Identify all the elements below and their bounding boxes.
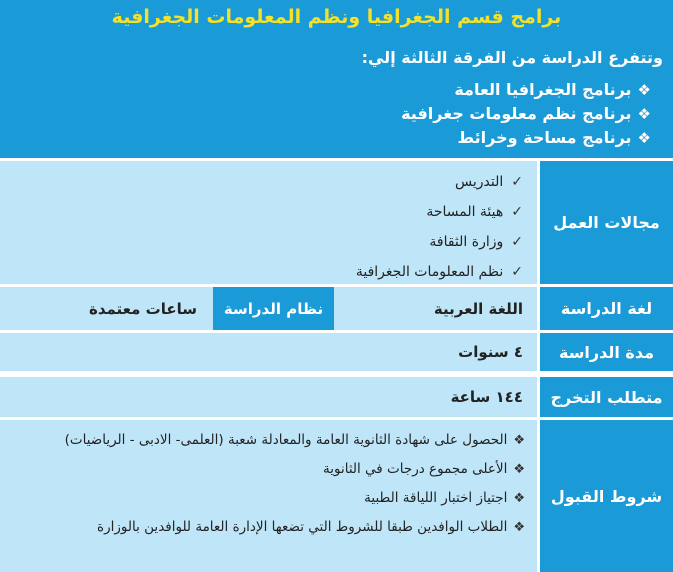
list-item: ✓وزارة الثقافة [429,234,523,250]
program-item: ❖برنامج مساحة وخرائط [457,128,651,147]
duration-row [0,333,673,371]
list-item: ❖اجتياز اختبار اللياقة الطبية [364,490,525,506]
list-item: ❖الأعلى مجموع درجات في الثانوية [322,461,525,477]
graduation-row [0,377,673,417]
intro-text: وتتفرع الدراسة من الفرقة الثالثة إلي: [361,48,663,67]
diamond-bullet-icon: ❖ [513,462,525,477]
diamond-bullet-icon: ❖ [637,105,651,123]
language-value: اللغة العربية [433,299,523,318]
graduation-content [0,377,537,417]
language-content [0,287,537,330]
checkmark-icon: ✓ [511,204,523,220]
admission-label: شروط القبول [540,420,673,572]
checkmark-icon: ✓ [511,174,523,190]
study-system-value: ساعات معتمدة [88,299,197,318]
language-row [0,287,673,330]
diamond-bullet-icon: ❖ [637,81,651,99]
diamond-bullet-icon: ❖ [513,491,525,506]
diamond-bullet-icon: ❖ [637,129,651,147]
program-item: ❖برنامج نظم معلومات جغرافية [401,104,651,123]
graduation-value: ١٤٤ ساعة [450,388,523,406]
work-fields-list [356,167,523,287]
program-item: ❖برنامج الجغرافيا العامة [454,80,651,99]
work-fields-content [0,161,537,284]
graduation-label: متطلب التخرج [540,377,673,417]
list-item: ❖الطلاب الوافدين طبقا للشروط التي تضعها الإدارة العامة للوافدين بالوزارة [97,519,525,535]
program-list [401,78,651,150]
work-fields-label: مجالات العمل [540,161,673,284]
admission-content [0,420,537,572]
duration-content [0,333,537,371]
list-item: ❖الحصول على شهادة الثانوية العامة والمعادلة شعبة (العلمى- الادبى - الرياضيات) [64,432,525,448]
diamond-bullet-icon: ❖ [513,520,525,535]
admission-row [0,420,673,572]
admission-list [6,426,525,542]
work-fields-row [0,161,673,284]
duration-label: مدة الدراسة [540,333,673,371]
list-item: ✓هيئة المساحة [426,204,523,220]
checkmark-icon: ✓ [511,264,523,280]
duration-value: ٤ سنوات [458,343,523,361]
study-system-label: نظام الدراسة [213,287,334,330]
page-title: برامج قسم الجغرافيا ونظم المعلومات الجغرافية [111,6,562,28]
diamond-bullet-icon: ❖ [513,433,525,448]
list-item: ✓نظم المعلومات الجغرافية [355,264,523,280]
program-header [0,0,673,158]
list-item: ✓التدريس [455,174,523,190]
language-label: لغة الدراسة [540,287,673,330]
checkmark-icon: ✓ [511,234,523,250]
